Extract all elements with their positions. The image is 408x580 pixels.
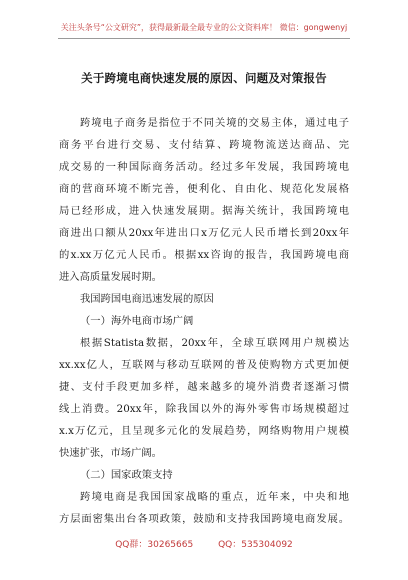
body-line: 商的营商环境不断完善，便利化、自由化、规范化发展格 bbox=[59, 183, 349, 195]
subsection-heading: （一）海外电商市场广阔 bbox=[80, 315, 194, 327]
body-line: 进入高质量发展时期。 bbox=[59, 271, 162, 283]
body-line: xx.xx亿人，互联网与移动互联网的普及使购物方式更加便 bbox=[59, 359, 349, 371]
body-line: 局已经形成，进入快速发展期。据海关统计，我国跨境电 bbox=[59, 205, 349, 217]
body-line: 跨境电子商务是指位于不同关境的交易主体，通过电子 bbox=[80, 117, 349, 129]
footer-qq-group: QQ群：30265665 bbox=[115, 540, 194, 550]
document-title: 关于跨境电商快速发展的原因、问题及对策报告 bbox=[81, 71, 327, 85]
body-line: 方层面密集出台各项政策，鼓励和支持我国跨境电商发展。 bbox=[59, 513, 349, 525]
section-heading: 我国跨国电商迅速发展的原因 bbox=[80, 293, 214, 305]
body-line: 成交易的一种国际商务活动。经过多年发展，我国跨境电 bbox=[59, 161, 349, 173]
header-note: 关注头条号“公文研究”，获得最新最全最专业的公文资料库！ 微信：gongwenyj bbox=[60, 23, 348, 32]
footer-contact bbox=[0, 537, 408, 550]
subsection-heading: （二）国家政策支持 bbox=[80, 469, 173, 481]
body-line: 的x.xx万亿元人民币。根据xx咨询的报告，我国跨境电商 bbox=[59, 249, 349, 261]
document-body bbox=[59, 112, 349, 530]
body-line: 商务平台进行交易、支付结算、跨境物流送达商品、完 bbox=[59, 139, 349, 151]
body-line: 线上消费。20xx年，除我国以外的海外零售市场规模超过 bbox=[59, 403, 349, 415]
body-line: 捷、支付手段更加多样，越来越多的境外消费者逐渐习惯 bbox=[59, 381, 349, 393]
body-line: 快速扩张，市场广阔。 bbox=[59, 447, 162, 459]
body-line: x.x万亿元，且呈现多元化的发展趋势，网络购物用户规模 bbox=[59, 425, 349, 437]
footer-qq: QQ：535304092 bbox=[218, 540, 293, 550]
header-divider bbox=[58, 38, 350, 39]
body-line: 跨境电商是我国国家战略的重点，近年来，中央和地 bbox=[80, 491, 349, 503]
body-line: 根据Statista数据，20xx年，全球互联网用户规模达 bbox=[80, 337, 349, 349]
body-line: 商进出口额从20xx年进出口x万亿元人民币增长到20xx年 bbox=[59, 227, 349, 239]
